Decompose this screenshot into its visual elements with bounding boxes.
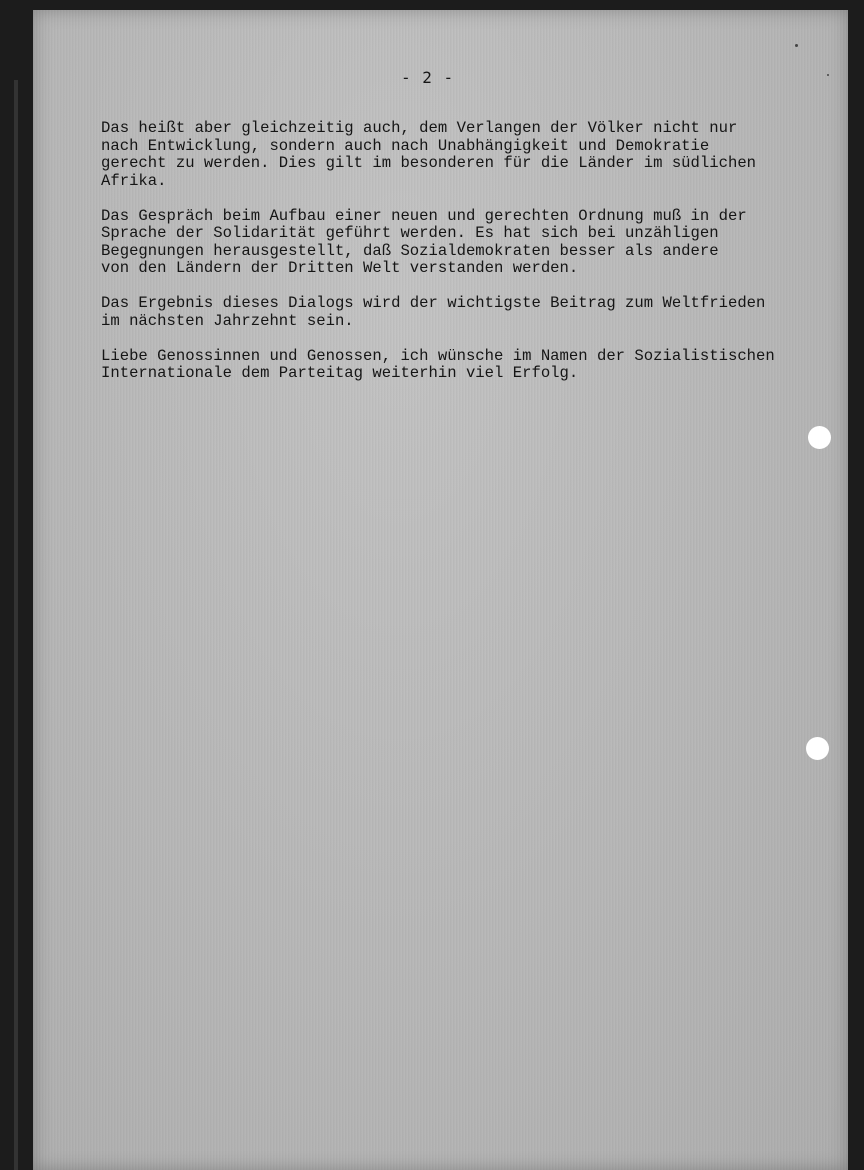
page-number: - 2 - bbox=[401, 68, 455, 87]
text-line: Sprache der Solidarität geführt werden. Es hat sich bei unzähligen bbox=[101, 224, 719, 242]
text-line: gerecht zu werden. Dies gilt im besonderen für die Länder im südlichen bbox=[101, 154, 757, 172]
punch-hole-top bbox=[808, 426, 831, 449]
scanner-edge bbox=[14, 80, 18, 1170]
paragraph-2 bbox=[101, 208, 831, 278]
scan-speck bbox=[795, 44, 798, 47]
text-line: Das Ergebnis dieses Dialogs wird der wichtigste Beitrag zum Weltfrieden bbox=[101, 294, 766, 312]
punch-hole-bottom bbox=[806, 737, 829, 760]
text-line: Internationale dem Parteitag weiterhin viel Erfolg. bbox=[101, 364, 579, 382]
paragraph-4 bbox=[101, 348, 831, 383]
paragraph-1 bbox=[101, 120, 831, 190]
text-line: im nächsten Jahrzehnt sein. bbox=[101, 311, 354, 330]
text-line: Afrika. bbox=[101, 171, 167, 190]
text-line: Das Gespräch beim Aufbau einer neuen und gerechten Ordnung muß in der bbox=[101, 206, 747, 225]
paragraph-3 bbox=[101, 295, 831, 330]
text-line: Liebe Genossinnen und Genossen, ich wünsche im Namen der Sozialistischen bbox=[101, 346, 775, 365]
scan-speck bbox=[827, 74, 829, 76]
text-line: nach Entwicklung, sondern auch nach Unabhängigkeit und Demokratie bbox=[101, 136, 710, 155]
text-line: von den Ländern der Dritten Welt verstanden werden. bbox=[101, 259, 579, 277]
document-page bbox=[33, 10, 848, 1170]
letter-body bbox=[101, 120, 831, 400]
text-line: Begegnungen herausgestellt, daß Sozialdemokraten besser als andere bbox=[101, 241, 719, 260]
text-line: Das heißt aber gleichzeitig auch, dem Verlangen der Völker nicht nur bbox=[101, 119, 738, 137]
